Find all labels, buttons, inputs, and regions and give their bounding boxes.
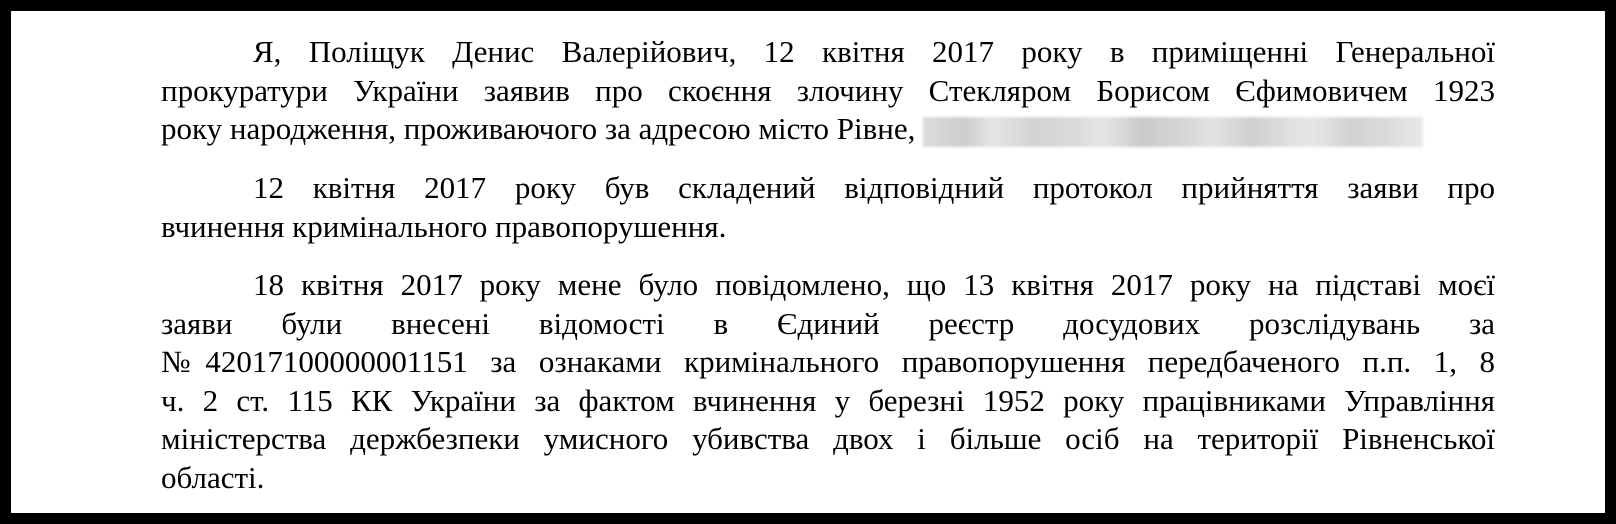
text-line-content: року народження, проживаючого за адресою місто Рівне, (161, 111, 916, 146)
text-line: 18 квітня 2017 року мене було повідомлено, що 13 квітня 2017 року на підставі моєї (253, 267, 1495, 302)
text-line: заяви були внесені відомості в Єдиний реєстр досудових розслідувань за (161, 305, 1495, 341)
paragraph-statement (161, 33, 1495, 149)
text-line: області. (161, 459, 265, 495)
document-page (11, 11, 1605, 513)
redacted-address-block (923, 117, 1423, 147)
text-line: міністерства держбезпеки умисного убивства двох і більше осіб на території Рівненської (161, 421, 1495, 456)
paragraph-protocol (161, 169, 1495, 246)
text-line: 12 квітня 2017 року був складений відповідний протокол прийняття заяви про (253, 170, 1495, 205)
paragraph-notification (161, 266, 1495, 497)
text-line: ч. 2 ст. 115 КК України за фактом вчинення у березні 1952 року працівниками Управління (161, 382, 1495, 418)
text-line: вчинення кримінального правопорушення. (161, 208, 727, 244)
text-line: №42017100000001151 за ознаками кримінального правопорушення передбаченого п.п. 1, 8 (161, 344, 1495, 379)
text-line: прокуратури України заявив про скоєння злочину Стекляром Борисом Єфимовичем 1923 (161, 72, 1495, 108)
text-line-with-redaction (161, 110, 1495, 149)
text-line: Я, Поліщук Денис Валерійович, 12 квітня 2017 року в приміщенні Генеральної (253, 34, 1495, 69)
